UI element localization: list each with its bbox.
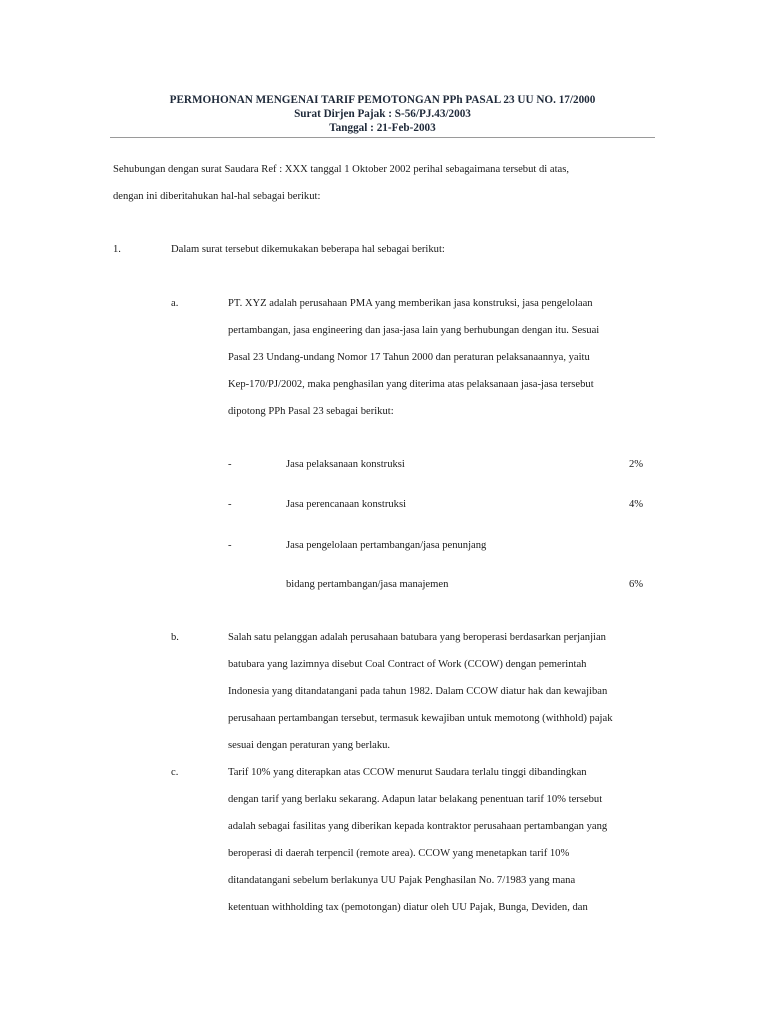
item-b-line: perusahaan pertambangan tersebut, termasuk kewajiban untuk memotong (withhold) pajak: [228, 713, 613, 724]
rate-value: 4%: [629, 499, 644, 510]
letter-reference: Surat Dirjen Pajak : S-56/PJ.43/2003: [294, 108, 471, 120]
letter-date: Tanggal : 21-Feb-2003: [329, 122, 436, 134]
item-a-line: dipotong PPh Pasal 23 sebagai berikut:: [228, 406, 394, 417]
item-c-line: ketentuan withholding tax (pemotongan) diatur oleh UU Pajak, Bunga, Deviden, dan: [228, 902, 588, 913]
item-a-line: pertambangan, jasa engineering dan jasa-jasa lain yang berhubungan dengan itu. Sesuai: [228, 325, 600, 336]
intro-line-2: dengan ini diberitahukan hal-hal sebagai berikut:: [113, 191, 321, 202]
rate-dash: -: [228, 540, 232, 551]
item-c-line: Tarif 10% yang diterapkan atas CCOW menurut Saudara terlalu tinggi dibandingkan: [228, 767, 587, 778]
item-c-line: ditandatangani sebelum berlakunya UU Pajak Penghasilan No. 7/1983 yang mana: [228, 875, 576, 886]
item-a-line: PT. XYZ adalah perusahaan PMA yang memberikan jasa konstruksi, jasa pengelolaan: [228, 298, 593, 309]
item-marker-c: c.: [171, 767, 179, 778]
item-c-line: beroperasi di daerah terpencil (remote area). CCOW yang menetapkan tarif 10%: [228, 848, 570, 859]
item-marker-b: b.: [171, 632, 179, 643]
rate-dash: -: [228, 499, 232, 510]
item-b-line: Salah satu pelanggan adalah perusahaan batubara yang beroperasi berdasarkan perjanjian: [228, 632, 606, 643]
item-c-line: adalah sebagai fasilitas yang diberikan kepada kontraktor perusahaan pertambangan yang: [228, 821, 608, 832]
rate-value: 6%: [629, 579, 644, 590]
document-header: [110, 93, 655, 135]
rate-dash: -: [228, 459, 232, 470]
item-a-line: Pasal 23 Undang-undang Nomor 17 Tahun 2000 dan peraturan pelaksanaannya, yaitu: [228, 352, 590, 363]
rate-label: bidang pertambangan/jasa manajemen: [286, 579, 449, 590]
item-b-line: sesuai dengan peraturan yang berlaku.: [228, 740, 391, 751]
item-c-line: dengan tarif yang berlaku sekarang. Adapun latar belakang penentuan tarif 10% tersebut: [228, 794, 603, 805]
document-title: PERMOHONAN MENGENAI TARIF PEMOTONGAN PPh PASAL 23 UU NO. 17/2000: [169, 94, 596, 106]
rate-value: 2%: [629, 459, 644, 470]
header-divider: [110, 137, 655, 138]
item-b-line: Indonesia yang ditandatangani pada tahun 1982. Dalam CCOW diatur hak dan kewajiban: [228, 686, 608, 697]
intro-line-1: Sehubungan dengan surat Saudara Ref : XXX tanggal 1 Oktober 2002 perihal sebagaimana tersebut di atas,: [113, 164, 569, 175]
rate-label: Jasa pelaksanaan konstruksi: [286, 459, 405, 470]
point-text: Dalam surat tersebut dikemukakan beberapa hal sebagai berikut:: [171, 244, 445, 255]
item-a-line: Kep-170/PJ/2002, maka penghasilan yang diterima atas pelaksanaan jasa-jasa tersebut: [228, 379, 594, 390]
point-number: 1.: [113, 244, 121, 255]
rate-label: Jasa pengelolaan pertambangan/jasa penunjang: [286, 540, 487, 551]
item-b-line: batubara yang lazimnya disebut Coal Contract of Work (CCOW) dengan pemerintah: [228, 659, 587, 670]
item-marker-a: a.: [171, 298, 179, 309]
rate-label: Jasa perencanaan konstruksi: [286, 499, 407, 510]
